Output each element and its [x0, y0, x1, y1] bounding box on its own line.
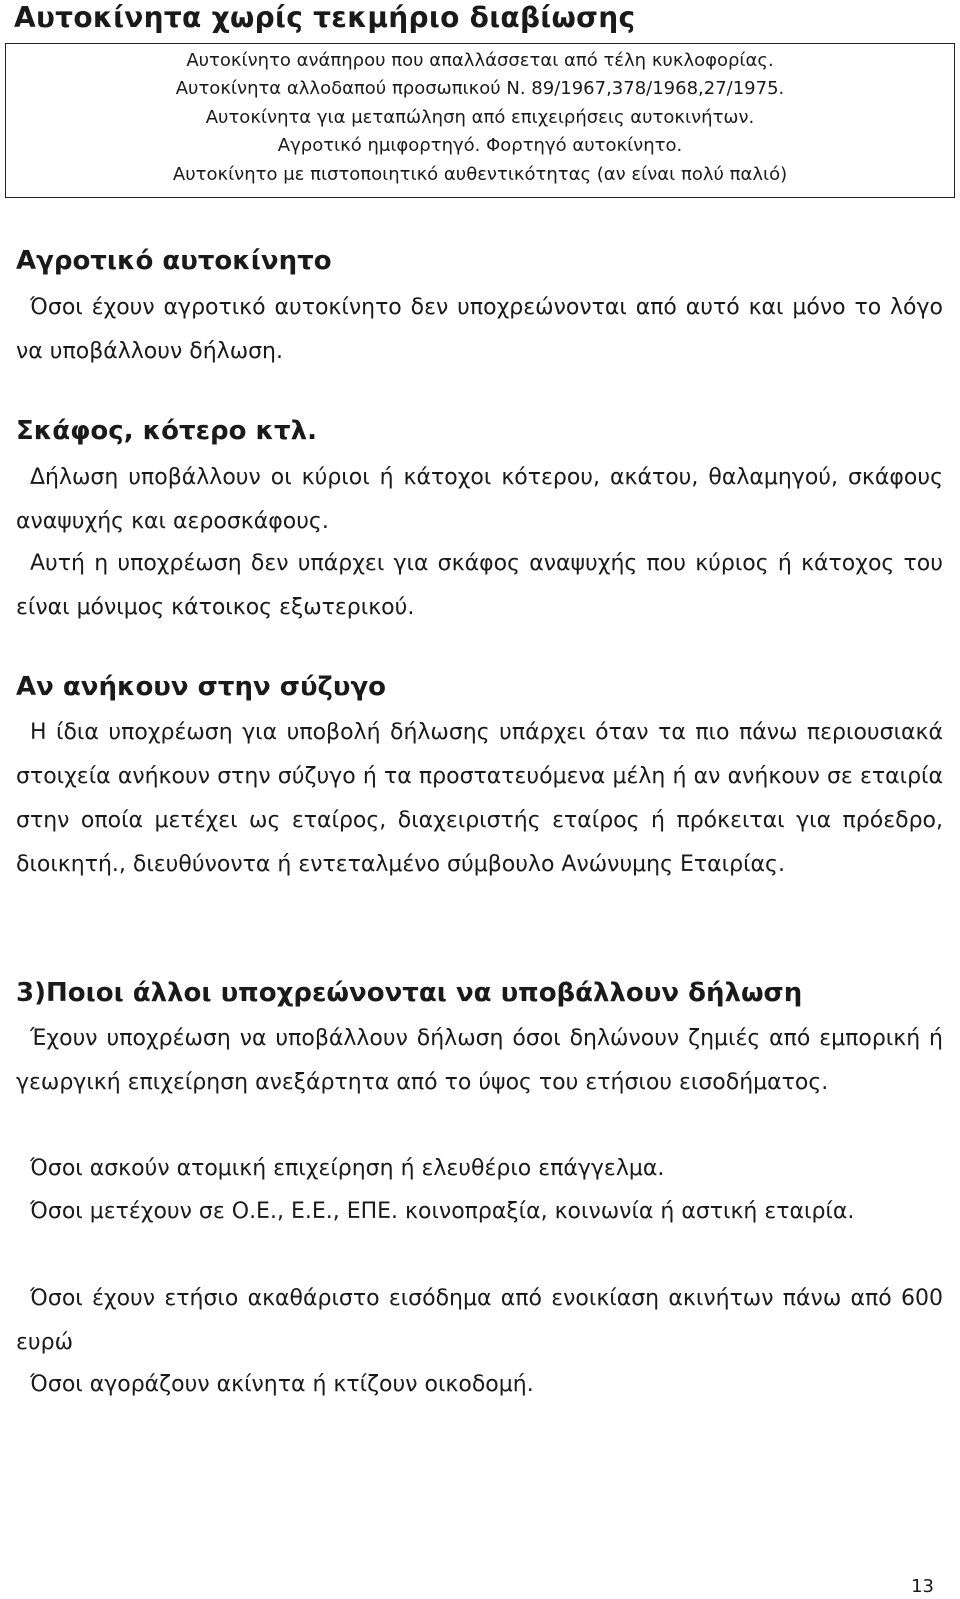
- paragraph: Όσοι έχουν αγροτικό αυτοκίνητο δεν υποχρεώνονται από αυτό και μόνο το λόγο να υποβάλλουν δήλωση.: [16, 295, 943, 364]
- box-line: Αυτοκίνητα αλλοδαπού προσωπικού Ν. 89/1967,378/1968,27/1975.: [175, 78, 785, 100]
- paragraph: Όσοι μετέχουν σε Ο.Ε., Ε.Ε., ΕΠΕ. κοινοπραξία, κοινωνία ή αστική εταιρία.: [30, 1199, 855, 1224]
- page-title: Αυτοκίνητα χωρίς τεκμήριο διαβίωσης: [14, 1, 636, 34]
- paragraph: Έχουν υποχρέωση να υποβάλλουν δήλωση όσοι δηλώνουν ζημιές από εμπορική ή γεωργική επιχείρηση ανεξάρτητα από το ύψος του ετήσιου εισοδήματος.: [16, 1026, 943, 1095]
- page-number: 13: [911, 1576, 934, 1597]
- paragraph: Όσοι έχουν ετήσιο ακαθάριστο εισόδημα από ενοικίαση ακινήτων πάνω από 600 ευρώ: [16, 1286, 943, 1355]
- paragraph: Όσοι αγοράζουν ακίνητα ή κτίζουν οικοδομή.: [30, 1372, 534, 1397]
- paragraph: Αυτή η υποχρέωση δεν υπάρχει για σκάφος αναψυχής που κύριος ή κάτοχος του είναι μόνιμος κάτοικος εξωτερικού.: [16, 551, 943, 620]
- exempt-vehicles-box: [5, 43, 955, 198]
- section-heading-agricultural: Αγροτικό αυτοκίνητο: [16, 246, 332, 276]
- section-heading-spouse: Αν ανήκουν στην σύζυγο: [16, 672, 387, 702]
- section-heading-boat: Σκάφος, κότερο κτλ.: [16, 416, 317, 446]
- section-heading-others: 3)Ποιοι άλλοι υποχρεώνονται να υποβάλλουν δήλωση: [16, 978, 803, 1008]
- box-line: Αυτοκίνητο ανάπηρου που απαλλάσσεται από τέλη κυκλοφορίας.: [186, 50, 774, 71]
- box-line: Αυτοκίνητα για μεταπώληση από επιχειρήσεις αυτοκινήτων.: [205, 106, 755, 128]
- box-line: Αυτοκίνητο με πιστοποιητικό αυθεντικότητας (αν είναι πολύ παλιό): [172, 163, 788, 185]
- box-line: Αγροτικό ημιφορτηγό. Φορτηγό αυτοκίνητο.: [277, 135, 683, 157]
- paragraph: Όσοι ασκούν ατομική επιχείρηση ή ελευθέριο επάγγελμα.: [30, 1156, 665, 1181]
- paragraph: Η ίδια υποχρέωση για υποβολή δήλωσης υπάρχει όταν τα πιο πάνω περιουσιακά στοιχεία ανήκουν στην σύζυγο ή τα προστατευόμενα μέλη ή αν ανήκουν σε εταιρία στην οποία μετέχει ως εταίρος, διαχειριστής εταίρος ή πρόκειται για πρόεδρο, διοικητή., διευθύνοντα ή εντεταλμένο σύμβουλο Ανώνυμης Εταιρίας.: [16, 720, 943, 877]
- paragraph: Δήλωση υποβάλλουν οι κύριοι ή κάτοχοι κότερου, ακάτου, θαλαμηγού, σκάφους αναψυχής και αεροσκάφους.: [16, 465, 943, 534]
